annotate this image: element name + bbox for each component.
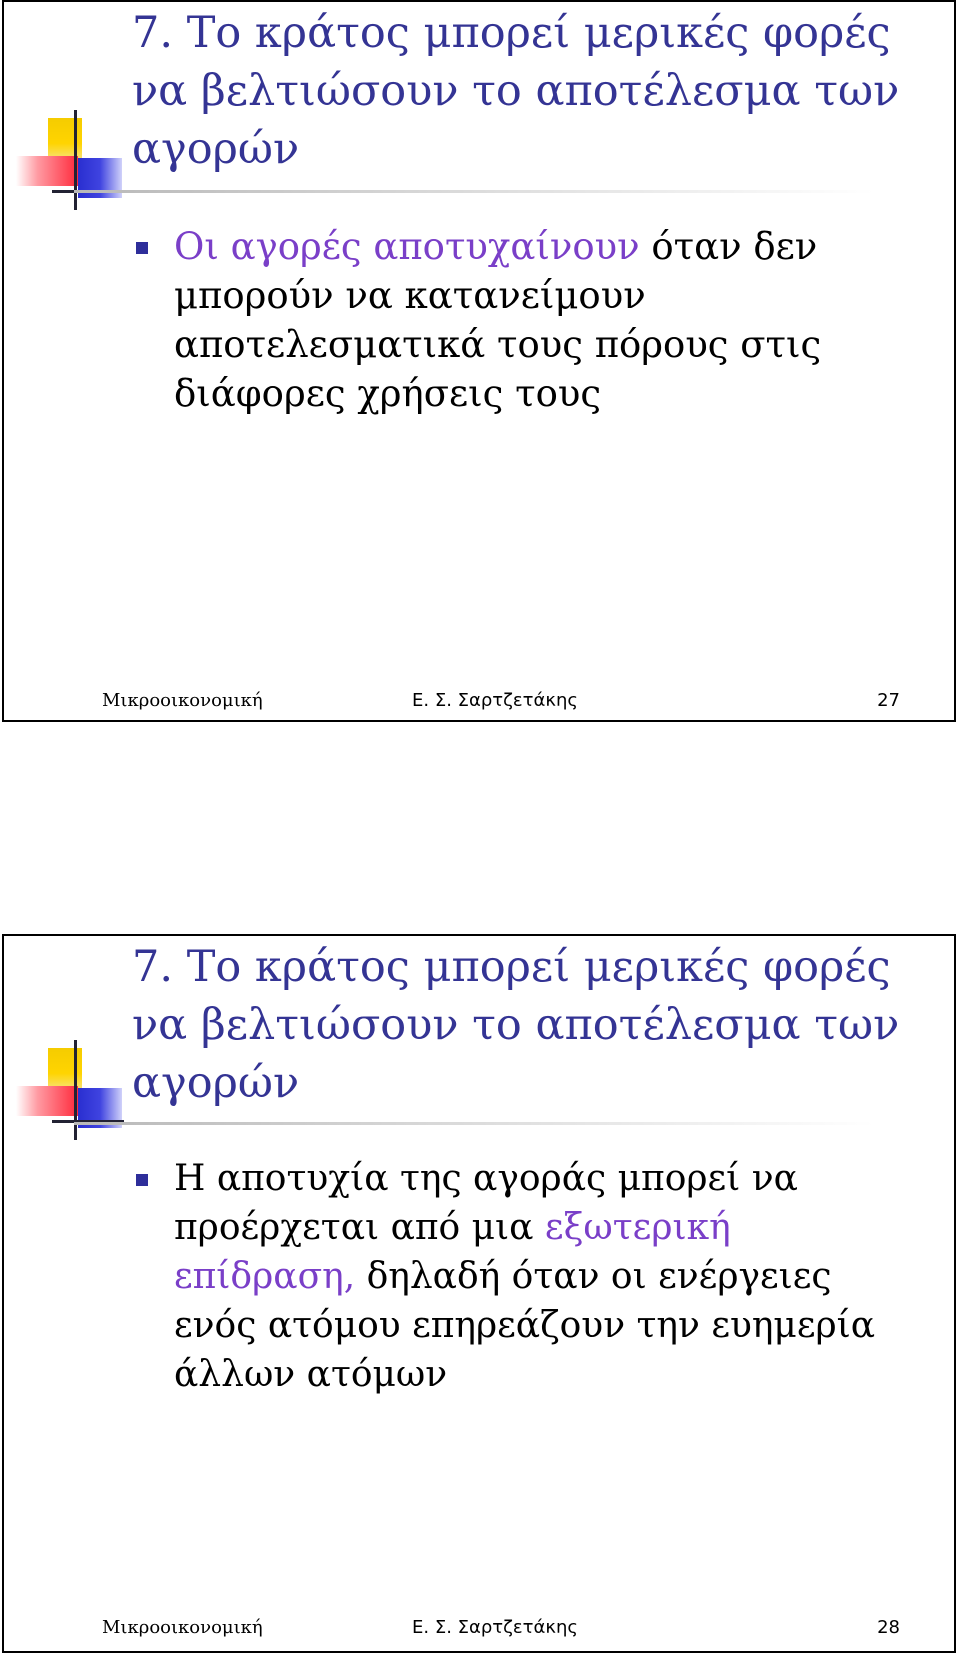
decoration-vertical-line bbox=[74, 1040, 77, 1140]
bullet-item bbox=[134, 1154, 914, 1399]
bullet-list bbox=[134, 1154, 914, 1399]
bullet-text: όταν δεν μπορούν να κατανείμουν αποτελεσματικά τους πόρους στις διάφορες χρήσεις τους bbox=[174, 225, 822, 415]
square-bullet-icon bbox=[136, 1174, 148, 1186]
footer-page-number: 27 bbox=[877, 690, 900, 711]
decoration-red-square bbox=[16, 156, 78, 186]
footer-author: Ε. Σ. Σαρτζετάκης bbox=[412, 1617, 578, 1638]
bullet-highlight: Οι αγορές αποτυχαίνουν bbox=[174, 225, 640, 268]
bullet-text-after: δηλαδή όταν οι ενέργειες ενός ατόμου επηρεάζουν την ευημερία άλλων ατόμων bbox=[174, 1256, 876, 1395]
slide-27 bbox=[2, 0, 956, 722]
decoration-red-square bbox=[16, 1086, 78, 1116]
decoration-vertical-line bbox=[74, 110, 77, 210]
slide-title: 7. Το κράτος μπορεί μερικές φορές να βελτιώσουν το αποτέλεσμα των αγορών bbox=[132, 942, 900, 1108]
bullet-item bbox=[134, 222, 914, 418]
slide-decoration-icon bbox=[16, 110, 116, 210]
bullet-list bbox=[134, 222, 914, 418]
slide-28 bbox=[2, 934, 956, 1653]
slide-footer bbox=[4, 690, 954, 714]
footer-course: Μικροοικονομική bbox=[102, 690, 263, 711]
slide-footer bbox=[4, 1617, 954, 1641]
title-divider bbox=[74, 190, 874, 193]
bullet-highlight: εξωτερική επίδραση, bbox=[174, 1207, 731, 1297]
bullet-text-before: Η αποτυχία της αγοράς μπορεί να προέρχεται από μια bbox=[174, 1158, 798, 1248]
footer-page-number: 28 bbox=[877, 1617, 900, 1638]
title-divider bbox=[74, 1122, 874, 1125]
footer-author: Ε. Σ. Σαρτζετάκης bbox=[412, 690, 578, 711]
square-bullet-icon bbox=[136, 242, 148, 254]
slide-decoration-icon bbox=[16, 1040, 116, 1140]
footer-course: Μικροοικονομική bbox=[102, 1617, 263, 1638]
slide-title: 7. Το κράτος μπορεί μερικές φορές να βελτιώσουν το αποτέλεσμα των αγορών bbox=[132, 8, 900, 174]
